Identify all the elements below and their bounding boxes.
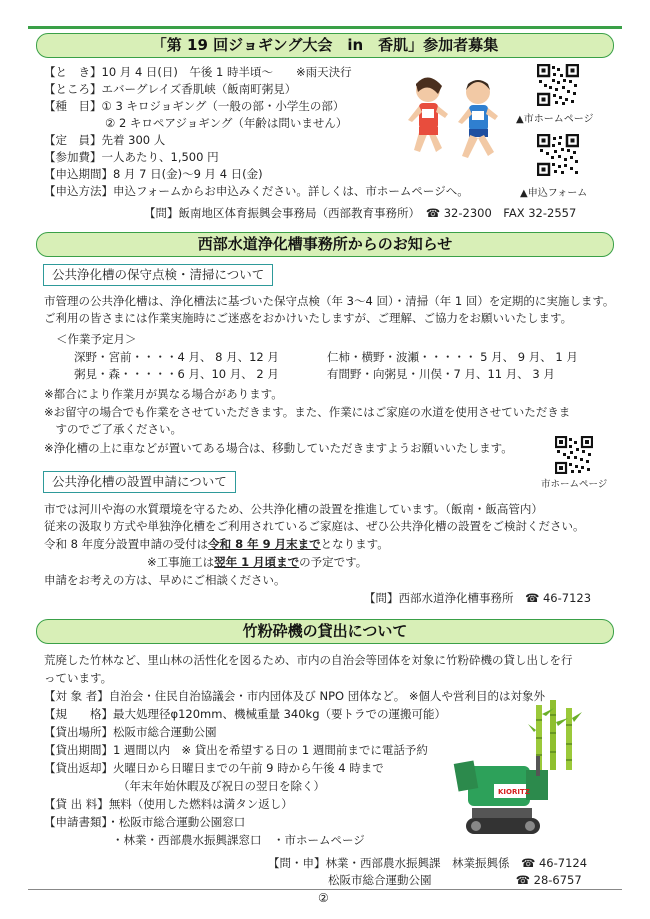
jog-row-event: 【種 目】① 3 キロジョギング（一般の部・小学生の部） xyxy=(44,99,345,113)
jog-row-fee: 【参加費】一人あたり、1,500 円 xyxy=(44,150,219,164)
chipper-machine-illustration xyxy=(448,752,558,848)
schedule-row-2a: 粥見・森・・・・・6 月、10 月、 2 月 xyxy=(74,367,279,381)
jog-row-place: 【ところ】エバーグレイズ香肌峡（飯南町粥見） xyxy=(44,82,297,96)
schedule-row-2b: 有間野・向粥見・川俣・7 月、11 月、 3 月 xyxy=(327,367,555,381)
water-p1-line1: 市管理の公共浄化槽は、浄化槽法に基づいた保守点検（年 3〜4 回）・清掃（年 1 回）を定期的に実施します。 xyxy=(44,294,615,308)
jog-row-period: 【申込期間】8 月 7 日(金)〜9 月 4 日(金) xyxy=(44,167,263,181)
svg-text:KIORITZ: KIORITZ xyxy=(498,788,530,796)
bamboo-row-place: 【貸出場所】松阪市総合運動公園 xyxy=(44,725,217,739)
bamboo-row-spec: 【規 格】最大処理径φ120mm、機械重量 340kg（要トラでの運搬可能） xyxy=(44,707,447,721)
bamboo-row-target: 【対 象 者】自治会・住民自治協議会・市内団体及び NPO 団体など。 ※個人や営利目的は対象外 xyxy=(44,689,545,703)
water-p2-line4: ※工事施工は翌年 1 月頃までの予定です。 xyxy=(147,555,368,569)
bamboo-row-docs: 【申請書類】・松阪市総合運動公園窓口 xyxy=(44,815,246,829)
schedule-heading: ＜作業予定月＞ xyxy=(56,332,137,346)
water-contact: 【問】西部水道浄化槽事務所 ☎ 46-7123 xyxy=(364,591,592,605)
water-p2-line1: 市では河川や海の水質環境を守るため、公共浄化槽の設置を推進しています。（飯南・飯高管内） xyxy=(44,502,543,516)
qr-homepage-caption: ▲市ホームページ xyxy=(516,114,594,125)
water-sub1: 公共浄化槽の保守点検・清掃について xyxy=(43,264,273,286)
water-note-2: ※お留守の場合でも作業をさせていただきます。また、作業にはご家庭の水道を使用させていただきま xyxy=(44,405,571,419)
qr-code-water-icon[interactable] xyxy=(555,436,593,474)
qr-water-caption: 市ホームページ xyxy=(541,479,608,490)
water-p2-line5: 申請をお考えの方は、早めにご相談ください。 xyxy=(44,573,286,587)
water-p2-line2: 従来の汲取り方式や単独浄化槽をご利用されているご家庭は、ぜひ公共浄化槽の設置をご検討ください。 xyxy=(44,519,585,533)
jog-row-capacity: 【定 員】先着 300 人 xyxy=(44,133,166,147)
water-p2-line3: 令和 8 年度分設置申請の受付は令和 8 年 9 月末までとなります。 xyxy=(44,537,389,551)
bamboo-row-return: 【貸出返却】火曜日から日曜日までの午前 9 時から午後 4 時まで xyxy=(44,761,384,775)
jog-row-event2: ② 2 キロペアジョギング（年齢は問いません） xyxy=(105,116,348,130)
bamboo-row-period: 【貸出期間】1 週間以内 ※ 貸出を希望する日の 1 週間前までに電話予約 xyxy=(44,743,428,757)
bamboo-contact-2: 松阪市総合運動公園 ☎ 28-6757 xyxy=(328,873,582,887)
bamboo-intro-2: っています。 xyxy=(44,671,113,685)
bamboo-intro-1: 荒廃した竹林など、里山林の活性化を図るため、市内の自治会等団体を対象に竹粉砕機の貸し出しを行 xyxy=(44,653,573,667)
schedule-row-1b: 仁柿・横野・波瀬・・・・・ 5 月、 9 月、 1 月 xyxy=(327,350,578,364)
schedule-row-1a: 深野・宮前・・・・4 月、 8 月、12 月 xyxy=(74,350,279,364)
runners-illustration xyxy=(398,72,518,172)
jog-contact: 【問】飯南地区体育振興会事務局（西部教育事務所） ☎ 32-2300 FAX 32-2557 xyxy=(144,206,577,220)
water-p1-line2: ご利用の皆さまには作業実施時にご迷惑をおかけいたしますが、ご理解、ご協力をお願いいたします。 xyxy=(44,311,573,325)
bamboo-title: 竹粉砕機の貸出について xyxy=(36,619,614,644)
bamboo-row-fee: 【貸 出 料】無料（使用した燃料は満タン返し） xyxy=(44,797,293,811)
water-sub2: 公共浄化槽の設置申請について xyxy=(43,471,236,493)
qr-code-homepage-icon[interactable] xyxy=(537,64,579,106)
water-title: 西部水道浄化槽事務所からのお知らせ xyxy=(36,232,614,257)
bamboo-row-return2: （年末年始休暇及び祝日の翌日を除く） xyxy=(118,779,325,793)
jog-row-method: 【申込方法】申込フォームからお申込みください。詳しくは、市ホームページへ。 xyxy=(44,184,469,198)
jog-row-when: 【と き】10 月 4 日(日) 午後 1 時半頃〜 ※雨天決行 xyxy=(44,65,352,79)
water-note-4: ※浄化槽の上に車などが置いてある場合は、移動していただきますようお願いいたします。 xyxy=(44,441,513,455)
jogging-title: 「第 19 回ジョギング大会 in 香肌」参加者募集 xyxy=(36,33,614,58)
bamboo-row-docs2: ・林業・西部農水振興課窓口 ・市ホームページ xyxy=(112,833,365,847)
page-number: ② xyxy=(318,891,329,905)
qr-form-caption: ▲申込フォーム xyxy=(520,188,588,199)
water-note-3: すのでご了承ください。 xyxy=(44,422,182,436)
bamboo-contact-1: 【問・申】林業・西部農水振興課 林業振興係 ☎ 46-7124 xyxy=(268,856,588,870)
water-note-1: ※都合により作業月が異なる場合があります。 xyxy=(44,387,283,401)
qr-code-form-icon[interactable] xyxy=(537,134,579,176)
